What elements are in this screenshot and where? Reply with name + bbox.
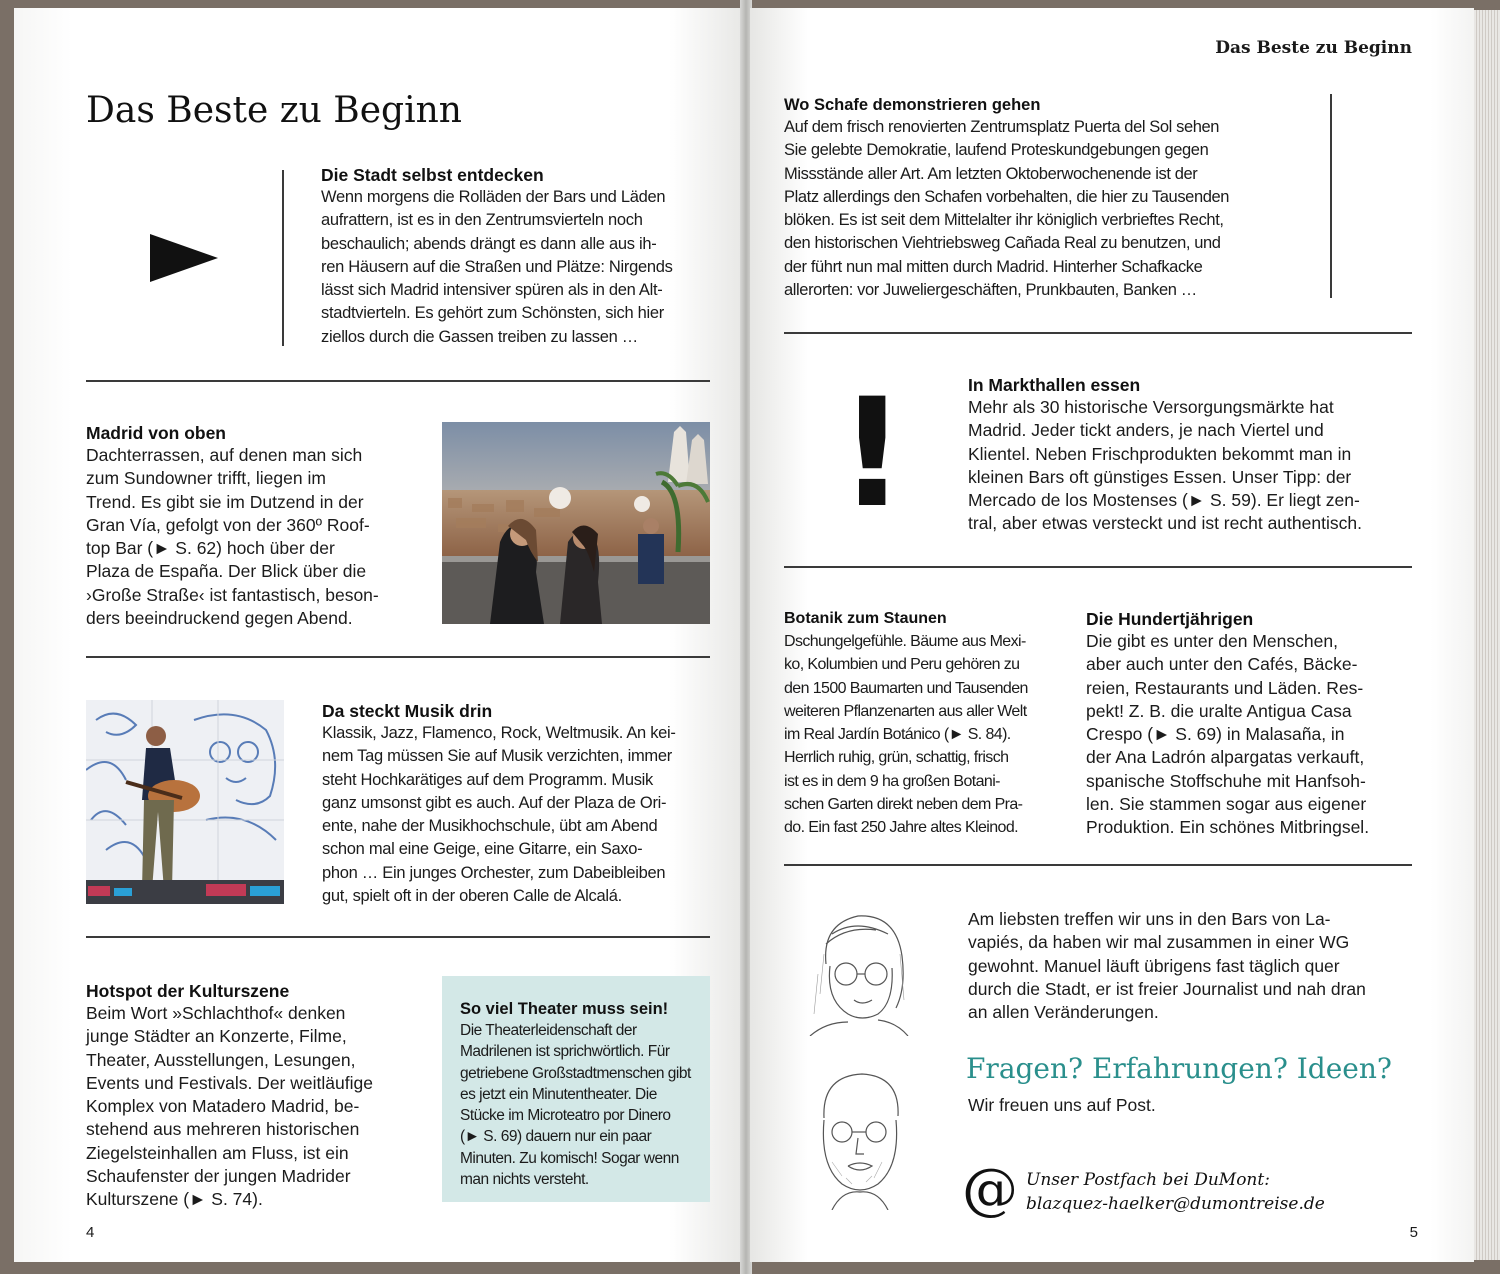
box-text: Die Theaterleidenschaft der Madrilenen ist sprichwörtlich. Für getriebene Großstadtmenschen gibt es jetzt ein Minutentheater. Die Stücke im Microteatro por Dinero (► S. 69) dauern nur ein paar Minuten. Zu komisch! Sogar wenn man nichts versteht. (460, 1022, 691, 1189)
section-heading: In Markthallen essen (968, 375, 1141, 395)
right-page (750, 8, 1474, 1262)
feedback-heading: Fragen? Erfahrungen? Ideen? (966, 1052, 1392, 1085)
section-heading: Hotspot der Kulturszene (86, 981, 290, 1001)
at-icon: @ (962, 1157, 1018, 1222)
left-page (14, 8, 742, 1262)
play-triangle-icon (148, 232, 220, 284)
page-title: Das Beste zu Beginn (86, 90, 462, 131)
section-text: Klassik, Jazz, Flamenco, Rock, Weltmusik. An kei- nem Tag müssen Sie auf Musik verzichten, immer steht Hochkarätiges auf dem Programm. Musik ganz umsonst gibt es auch. Auf der Plaza de Ori- ente, nahe der Musikhochschule, übt am Abend schon mal eine Geige, eine Gitarre, ein Saxo- phon … Ein junges Orchester, zum Dabeibleiben gut, spielt oft in der oberen Calle de Alcalá. (322, 724, 676, 906)
section-sheep (784, 94, 1304, 302)
section-heading: Botanik zum Staunen (784, 610, 947, 627)
section-music (322, 700, 714, 908)
section-heading: Die Stadt selbst entdecken (321, 165, 544, 185)
postbox (1026, 1168, 1325, 1216)
rule (86, 656, 710, 658)
section-rooftops (86, 422, 406, 630)
section-divider (282, 170, 284, 346)
box-heading: So viel Theater muss sein! (460, 1000, 669, 1018)
email-link[interactable]: blazquez-haelker@dumontreise.de (1026, 1194, 1325, 1214)
page-number: 5 (1409, 1224, 1418, 1241)
section-heading: Da steckt Musik drin (322, 701, 493, 721)
author-portrait-man (802, 1066, 918, 1210)
theater-box (442, 976, 710, 1202)
author-portrait-woman (796, 904, 928, 1036)
rooftop-photo (442, 422, 710, 624)
section-divider (1330, 94, 1332, 298)
page-number: 4 (86, 1224, 95, 1241)
rule (86, 380, 710, 382)
section-text: Dachterrassen, auf denen man sich zum Sundowner trifft, liegen im Trend. Es gibt sie im Dutzend in der Gran Vía, gefolgt von der 360º Roof- top Bar (► S. 62) hoch über der Plaza de España. Der Blick über die ›Große Straße‹ ist fantastisch, beson- ders beeindruckend gegen Abend. (86, 445, 379, 629)
section-heading: Madrid von oben (86, 423, 226, 443)
section-heading: Die Hundertjährigen (1086, 609, 1254, 629)
section-text: Wenn morgens die Rolläden der Bars und Läden aufrattern, ist es in den Zentrumsvierteln noch beschaulich; abends drängt es dann alle aus ih- ren Häusern auf die Straßen und Plätze: Nirgends lässt sich Madrid intensiver spüren als in den Alt- stadtvierteln. Es gehört zum Schönsten, sich hier ziellos durch die Gassen treiben zu lassen … (321, 188, 673, 346)
section-culture (86, 980, 416, 1212)
section-text: Dschungelgefühle. Bäume aus Mexi- ko, Kolumbien und Peru gehören zu den 1500 Baumarten und Tausenden weiteren Pflanzenarten aus aller Welt im Real Jardín Botánico (► S. 84). Herrlich ruhig, grün, schattig, frisch ist es in dem 9 ha großen Botani- schen Garten direkt neben dem Pra- do. Ein fast 250 Jahre altes Kleinod. (784, 633, 1028, 837)
page-edges (1474, 10, 1500, 1260)
running-head: Das Beste zu Beginn (1215, 38, 1412, 58)
theater-box-content (460, 998, 706, 1190)
rule (784, 332, 1412, 334)
feedback-invite: Wir freuen uns auf Post. (968, 1095, 1156, 1115)
section-text: Die gibt es unter den Menschen, aber auch unter den Cafés, Bäcke- reien, Restaurants und Läden. Res- pekt! Z. B. die uralte Antigua Casa Crespo (► S. 69) in Malasaña, in der Ana Ladrón alpargatas verkauft, spanische Stoffschuhe mit Hanfsoh- len. Sie stammen sogar aus eigener Produktion. Ein schönes Mitbringsel. (1086, 631, 1370, 838)
section-botany (784, 608, 1074, 840)
section-text: Mehr als 30 historische Versorgungsmärkte hat Madrid. Jeder tickt anders, je nach Viertel und Klientel. Neben Frischprodukten bekommt man in kleinen Bars oft günstiges Essen. Unser Tipp: der Mercado de los Mostenses (► S. 59). Er liegt zen- tral, aber etwas versteckt und ist recht authentisch. (968, 397, 1362, 534)
section-text: Auf dem frisch renovierten Zentrumsplatz Puerta del Sol sehen Sie gelebte Demokratie, laufend Proteskundgebungen gegen Missstände aller Art. Am letzten Oktoberwochenende ist der Platz allerdings den Schafen vorbehalten, die hier zu Tausenden blöken. Es ist seit dem Mittelalter ihr königlich verbrieftes Recht, den historischen Viehtriebsweg Cañada Real zu benutzen, und der führt nun mal mitten durch Madrid. Hinterher Schafkacke allerorten: vor Juweliergeschäften, Prunkbauten, Banken … (784, 118, 1230, 300)
rule (784, 864, 1412, 866)
authors-note (968, 908, 1414, 1024)
musician-photo (86, 700, 284, 904)
postbox-label: Unser Postfach bei DuMont: (1026, 1170, 1270, 1190)
section-text: Beim Wort »Schlachthof« denken junge Städter an Konzerte, Filme, Theater, Ausstellungen, Lesungen, Events und Festivals. Der weitläufige Komplex von Matadero Madrid, be- stehend aus mehreren historischen Ziegelsteinhallen am Fluss, ist ein Schaufenster der jungen Madrider Kulturszene (► S. 74). (86, 1003, 373, 1210)
exclamation-icon: ! (838, 367, 907, 541)
section-centenarians (1086, 608, 1416, 840)
authors-text: Am liebsten treffen wir uns in den Bars von La- vapiés, da haben wir mal zusammen in einer WG gewohnt. Manuel läuft übrigens fast täglich quer durch die Stadt, er ist freier Journalist und nah dran an allen Veränderungen. (968, 909, 1366, 1023)
section-markets (968, 374, 1414, 536)
rule (86, 936, 710, 938)
section-heading: Wo Schafe demonstrieren gehen (784, 96, 1041, 114)
rule (784, 566, 1412, 568)
section-city (321, 164, 711, 349)
